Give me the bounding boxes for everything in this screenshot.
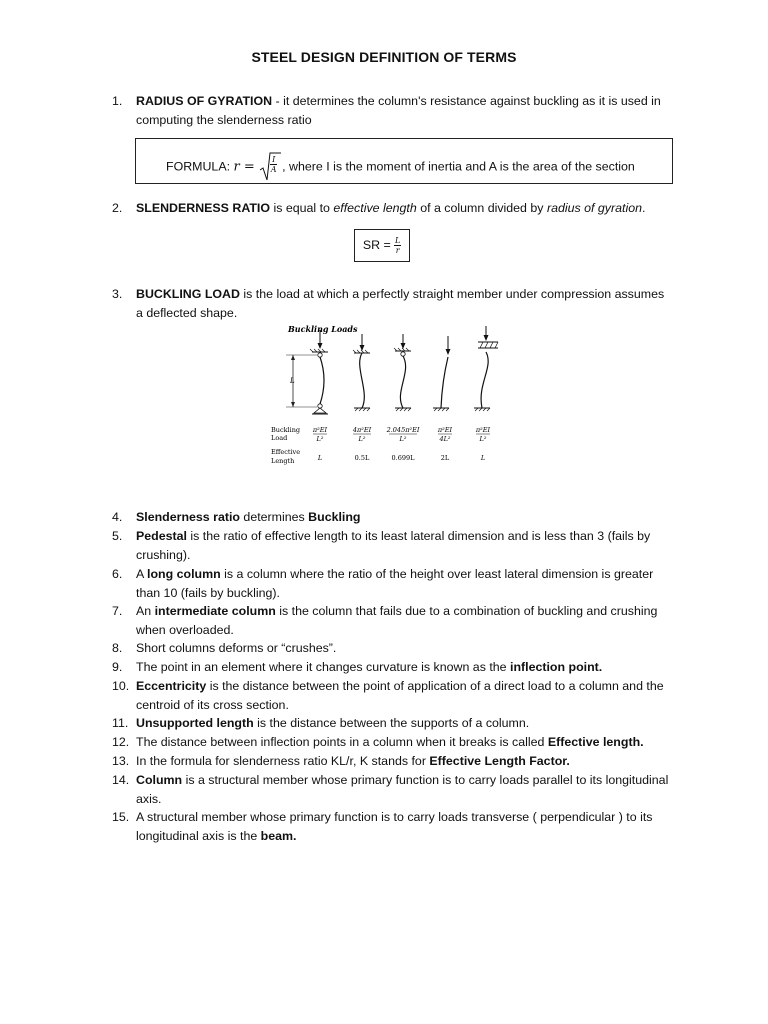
dimension-arrowhead-bottom — [291, 402, 295, 407]
term: Effective Length Factor. — [429, 754, 570, 768]
buckling-load-5-denominator: L² — [479, 435, 487, 443]
term: long column — [147, 567, 221, 581]
buckling-load-2-denominator: L² — [358, 435, 366, 443]
item-number: 5. — [112, 529, 123, 543]
term: Effective length. — [547, 735, 644, 749]
definition: is the distance between the supports of a column. — [253, 716, 530, 730]
item-number: 1. — [112, 94, 123, 108]
definition: - it determines the column's resistance against buckling as it is used in computing the slenderness ratio — [136, 94, 661, 127]
column-pinned-pinned — [310, 330, 328, 414]
definition: Short columns deforms or “crushes”. — [136, 641, 337, 655]
emphasis: radius of gyration — [546, 201, 642, 215]
buckling-load-5-numerator: π²EI — [475, 426, 491, 434]
buckling-loads-figure — [260, 322, 510, 472]
definition: is a structural member whose primary function is to carry loads parallel to its longitudinal axis. — [136, 773, 669, 806]
fraction-denominator: A — [270, 165, 277, 174]
formula-lhs: r = — [233, 159, 255, 175]
buckling-load-4-denominator: 4L² — [439, 435, 451, 443]
fraction-numerator: L — [395, 236, 401, 246]
buckling-load-4-numerator: π²EI — [437, 426, 453, 434]
item-number: 10. — [112, 679, 130, 693]
term: BUCKLING LOAD — [136, 287, 240, 301]
buckling-load-1-denominator: L² — [316, 435, 324, 443]
item-number: 6. — [112, 567, 123, 581]
definition: is the load at which a perfectly straight member under compression assumes a deflected shape. — [136, 287, 665, 320]
term: Pedestal — [136, 529, 187, 543]
square-root-symbol — [259, 152, 281, 182]
item-number: 15. — [112, 810, 130, 824]
formula-label: FORMULA: — [166, 159, 234, 174]
item-number: 11. — [112, 716, 129, 730]
row-label-load: Load — [271, 434, 288, 442]
term: Column — [136, 773, 183, 787]
item-number: 2. — [112, 201, 123, 215]
fraction-numerator: I — [272, 155, 276, 164]
definition: is the distance between the point of application of a direct load to a column and the centroid of its cross section. — [136, 679, 664, 712]
formula-description: , where I is the moment of inertia and A is the area of the section — [282, 159, 635, 174]
term: RADIUS OF GYRATION — [136, 94, 273, 108]
row-label-length: Length — [271, 457, 295, 465]
page-title: STEEL DESIGN DEFINITION OF TERMS — [251, 49, 517, 65]
effective-length-3: 0.699L — [391, 454, 415, 462]
column-fixed-pinned — [394, 334, 411, 411]
formula-box — [135, 138, 673, 184]
term: Unsupported length — [136, 716, 254, 730]
effective-length-4: 2L — [440, 454, 450, 462]
effective-length-1: L — [317, 454, 323, 462]
term: beam. — [260, 829, 297, 843]
term: SLENDERNESS RATIO — [136, 201, 271, 215]
buckling-load-3-denominator: L² — [399, 435, 407, 443]
row-label-effective: Effective — [271, 448, 301, 456]
definition: is the column that fails due to a combination of buckling and crushing when overloaded. — [136, 604, 658, 637]
item-number: 8. — [112, 641, 123, 655]
dimension-arrowhead-top — [291, 355, 295, 360]
term: intermediate column — [154, 604, 276, 618]
item-number: 7. — [112, 604, 123, 618]
slenderness-ratio-formula-box — [354, 229, 410, 262]
item-number: 4. — [112, 510, 123, 524]
fraction-denominator: r — [395, 246, 400, 256]
radius-of-gyration-formula — [166, 152, 635, 182]
term: Slenderness ratio — [136, 510, 240, 524]
term: inflection point. — [510, 660, 603, 674]
item-number: 13. — [112, 754, 130, 768]
buckling-load-1-numerator: π²EI — [312, 426, 328, 434]
buckling-load-2-numerator: 4π²EI — [352, 426, 372, 434]
effective-length-5: L — [480, 454, 486, 462]
effective-length-2: 0.5L — [354, 454, 370, 462]
term: Eccentricity — [136, 679, 207, 693]
item-number: 14. — [112, 773, 130, 787]
figure-title: Buckling Loads — [288, 324, 358, 334]
emphasis: effective length — [333, 201, 417, 215]
fraction-l-over-r — [394, 236, 401, 255]
item-number: 12. — [112, 735, 130, 749]
buckling-load-3-numerator: 2.045π²EI — [386, 426, 420, 434]
column-free-fixed — [433, 336, 451, 411]
length-symbol: L — [290, 377, 295, 385]
column-fixed-fixed — [353, 334, 370, 411]
column-fixed-sway — [474, 326, 498, 411]
row-label-buckling: Buckling — [271, 426, 301, 434]
term: Buckling — [308, 510, 361, 524]
definition: is a column where the ratio of the height over least lateral dimension is greater than 10 (fails by buckling). — [136, 567, 654, 600]
item-number: 3. — [112, 287, 123, 301]
document-page: STEEL DESIGN DEFINITION OF TERMS 1. RADIUS OF GYRATION - it determines the column's resistance against buckling as it is used in computing the slenderness ratio FORMULA: r = I A , where I is the moment of inertia and A is the area of the section 2. SLENDERNESS RATIO is equal to effective length of a column divided by radius of gyration. SR = $\frac{L}{r}$ 3. BUCKLING LOAD is the load at which a perfectly straight member under compression assumes a deflected shape. Buckling Loads L Buckling Load Effective Length π²EI L² 4π²EI L² 2.045π²EI L² π²EI 4L² π²EI L² L 0.5L 0.699L 2L L 4. Slenderness ratio determines Buckling 5. Pedestal is the ratio of effective length to its least lateral dimension and is less than 3 (fails by crushing). 6. A long column is a column where the ratio of the height over least lateral dimension is greater than 10 (fails by buckling). 7. An intermediate column is the column that fails due to a combination of buckling and crushing when overloaded. 8. Short columns deforms or “crushes”. 9. The point in an element where it changes curvature is known as the inflection point. 10. Eccentricity is the distance between the point of application of a direct load to a column and the centroid of its cross section. 11. Unsupported length is the distance between the supports of a column. 12. The distance between inflection points in a column when it breaks is called Effective length. 13. In the formula for slenderness ratio KL/r, K stands for Effective Length Factor. 14. Column is a structural member whose primary function is to carry loads parallel to its longitudinal axis. 15. A structural member whose primary function is to carry loads transverse ( perpendicular ) to its longitudinal axis is the beam. — [0, 0, 768, 1024]
sr-label: SR = — [362, 238, 395, 252]
item-number: 9. — [112, 660, 123, 674]
definition: is the ratio of effective length to its least lateral dimension and is less than 3 (fails by crushing). — [136, 529, 651, 562]
fraction-i-over-a — [270, 155, 277, 174]
